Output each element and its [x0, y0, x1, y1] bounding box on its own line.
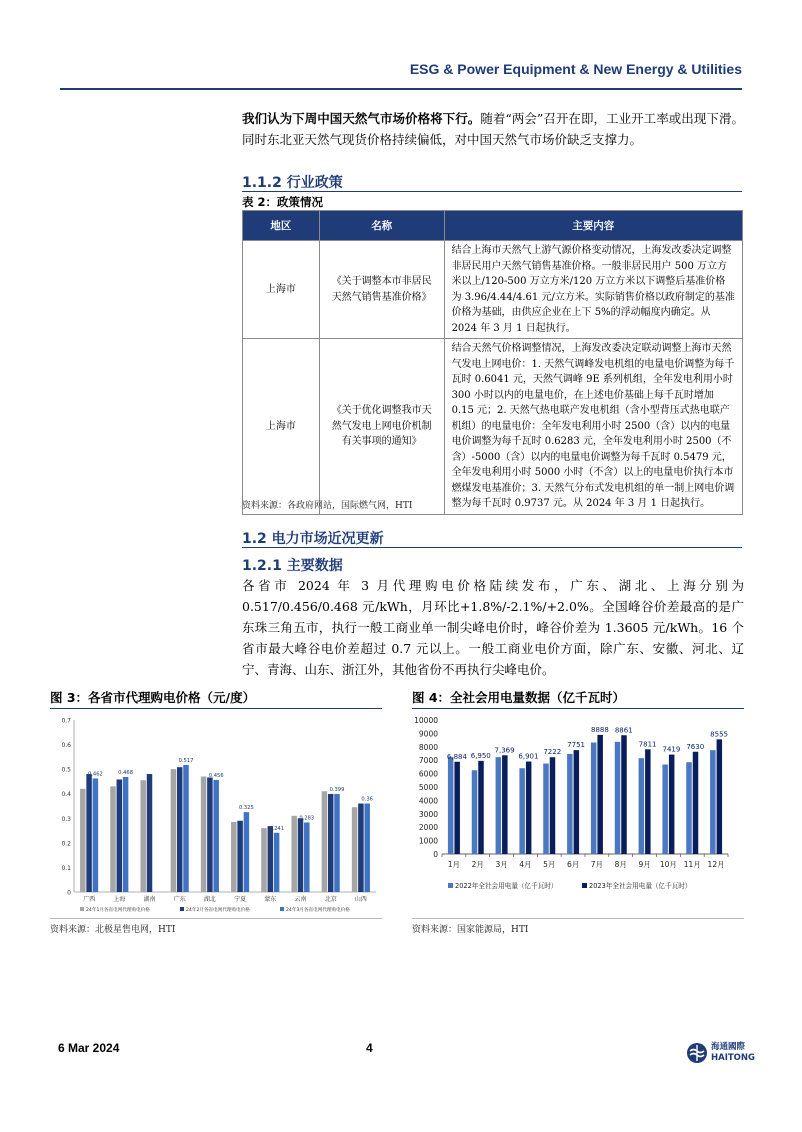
bar-10月-s1	[662, 764, 668, 854]
y-tick-label: 3000	[418, 809, 438, 819]
x-tick-label: 7月	[590, 860, 604, 869]
table-cell-content: 结合上海市天然气上游气源价格变动情况，上海发改委决定调整非居民用户天然气销售基准价格。一般非居民用户 500 万立方米以上/120-500 万立方米/120 万立方米以下调整后基准价格为 3.96/4.44/4.61 元/立方米。实际销售价格以政府制定的基准价格为基础，由供应企业在上下 5%的浮动幅度内确定。从 2024 年 3 月 1 日起执行。	[444, 241, 742, 339]
y-tick-label: 10000	[414, 716, 438, 725]
x-tick-label: 上海	[113, 896, 126, 903]
bar-广东-s2	[177, 767, 183, 892]
bar-蒙东-s2	[268, 826, 274, 892]
bar-4月-s1	[519, 768, 525, 854]
bar-11月-s2	[693, 752, 699, 854]
y-tick-label: 0.3	[61, 815, 71, 823]
figure3-bottom-divider	[50, 918, 382, 919]
legend-label: 24年2月各省电网代理购电价格	[186, 908, 250, 913]
table-row	[243, 241, 743, 339]
data-label: 7630	[686, 742, 705, 751]
bar-湖南-s2	[147, 774, 153, 892]
y-tick-label: 6000	[418, 769, 438, 779]
data-label: 0.462	[87, 771, 103, 778]
x-tick-label: 3月	[495, 860, 508, 869]
x-tick-label: 9月	[638, 860, 651, 869]
table-cell-name: 《关于调整本市非居民天然气销售基准价格》	[319, 241, 444, 339]
legend-label: 24年3月各省电网代理购电价格	[286, 908, 350, 913]
bar-2月-s1	[472, 770, 478, 854]
section-divider	[242, 191, 742, 192]
bar-9月-s2	[645, 749, 651, 854]
x-tick-label: 山西	[354, 896, 367, 903]
report-header-title: ESG & Power Equipment & New Energy & Utilities	[409, 61, 742, 77]
x-tick-label: 10月	[659, 860, 677, 869]
policy-table	[242, 210, 743, 515]
x-tick-label: 12月	[707, 860, 725, 869]
section-title-power-market: 1.2 电力市场近况更新	[242, 531, 384, 547]
bar-上海-s3	[123, 777, 129, 892]
y-tick-label: 0	[433, 850, 438, 859]
figure4-title: 图 4：全社会用电量数据（亿千瓦时）	[412, 690, 626, 705]
bar-1月-s2	[454, 762, 460, 854]
bar-5月-s1	[543, 764, 549, 854]
bar-蒙东-s1	[261, 828, 267, 892]
legend-swatch	[180, 907, 184, 911]
bar-广西-s2	[86, 774, 92, 892]
bar-北京-s3	[334, 794, 340, 892]
bar-7月-s2	[597, 735, 603, 854]
table-cell-region: 上海市	[243, 339, 320, 515]
table-cell-content: 结合天然气价格调整情况，上海发改委决定联动调整上海市天然气发电上网电价：1. 天然气调峰发电机组的电量电价调整为每千瓦时 0.6041 元，天然气调峰 9E 系列机组，全年发电利用小时 300 小时以内的电量电价，在上述电价基础上每千瓦时增加 0.15 元；2. 天然气热电联产发电机组（含小型背压式热电联产机组）的电量电价：全年发电利用小时 2500（含）以内的电量电价调整为每千瓦时 0.6283 元，全年发电利用小时 2500（不含）-5000（含）以内的电量电价调整为每千瓦时 0.5479 元，全年发电利用小时 5000 小时（不含）以上的电量电价执行本市燃煤发电基准价；3. 天然气分布式发电机组的单一制上网电价调整为每千瓦时 0.9737 元。从 2024 年 3 月 1 日起执行。	[444, 339, 742, 515]
table-row	[243, 339, 743, 515]
legend-label: 2022年全社会用电量（亿千瓦时）	[455, 882, 558, 890]
y-tick-label: 0.7	[61, 717, 71, 725]
y-tick-label: 0.5	[61, 766, 71, 774]
figure4-chart	[412, 712, 744, 917]
legend-swatch	[280, 907, 284, 911]
x-tick-label: 11月	[683, 860, 701, 869]
bar-3月-s1	[496, 757, 502, 854]
bar-湖南-s1	[140, 780, 146, 892]
bar-8月-s2	[621, 735, 627, 854]
legend-swatch	[80, 907, 84, 911]
bar-宁夏-s2	[237, 821, 243, 892]
x-tick-label: 5月	[543, 860, 556, 869]
haitong-logo-icon	[686, 1042, 708, 1064]
bar-宁夏-s3	[244, 812, 250, 892]
x-tick-label: 1月	[447, 860, 461, 869]
data-label: 6,901	[518, 752, 539, 761]
bar-宁夏-s1	[231, 822, 237, 892]
y-tick-label: 7000	[418, 756, 438, 766]
table-cell-region: 上海市	[243, 241, 320, 339]
bar-山西-s2	[358, 804, 364, 892]
x-tick-label: 湖北	[203, 896, 216, 903]
x-tick-label: 广西	[83, 896, 96, 903]
data-label: 0.241	[269, 825, 285, 832]
x-tick-label: 北京	[324, 896, 337, 903]
x-tick-label: 4月	[519, 860, 532, 869]
bar-2月-s2	[478, 761, 484, 854]
y-tick-label: 1000	[418, 836, 438, 846]
data-label: 6,950	[470, 751, 491, 760]
bar-云南-s2	[298, 818, 304, 892]
section-title-main-data: 1.2.1 主要数据	[242, 558, 343, 574]
bar-4月-s2	[526, 762, 532, 854]
figure4-source: 资料来源：国家能源局，HTI	[412, 925, 529, 935]
bar-11月-s1	[686, 762, 692, 854]
figure4-divider	[412, 708, 744, 709]
table-source: 资料来源：各政府网站，国际燃气网，HTI	[242, 501, 413, 511]
header-divider	[60, 88, 742, 90]
legend-label: 2023年全社会用电量（亿千瓦时）	[589, 882, 692, 890]
figure3-divider	[50, 708, 382, 709]
x-tick-label: 广东	[173, 896, 186, 903]
logo-cn-text: 海通國際	[711, 1042, 746, 1052]
data-label: 7222	[543, 748, 562, 757]
section-title-policy: 1.1.2 行业政策	[242, 175, 343, 191]
bar-广东-s3	[183, 765, 189, 892]
y-tick-label: 9000	[418, 729, 438, 739]
data-label: 8555	[710, 730, 728, 739]
footer-date: 6 Mar 2024	[58, 1041, 120, 1055]
figure4-bottom-divider	[412, 918, 744, 919]
bar-湖北-s1	[201, 777, 207, 892]
table-header-name: 名称	[319, 211, 444, 241]
intro-text: 随着“两会”召开在即，工业开工率或出现下滑。同时东北亚天然气现货价格持续偏低，对中国天然气市场价缺乏支撑力。	[242, 111, 744, 147]
figure3-source: 资料来源：北极星售电网，HTI	[50, 925, 176, 935]
x-tick-label: 2月	[471, 860, 484, 869]
bar-蒙东-s3	[274, 833, 280, 892]
data-label: 0.468	[118, 770, 134, 777]
data-label: 0.399	[329, 786, 345, 793]
bar-山西-s1	[352, 807, 358, 892]
legend-swatch	[448, 883, 453, 888]
data-label: 0.456	[208, 772, 224, 779]
y-tick-label: 0.4	[61, 791, 71, 799]
bar-北京-s2	[328, 794, 334, 892]
data-label: 8888	[591, 725, 609, 734]
bar-9月-s1	[639, 758, 645, 854]
data-label: 0.517	[178, 757, 194, 764]
bar-7月-s1	[591, 743, 597, 854]
bar-上海-s2	[117, 779, 123, 892]
bar-8月-s1	[615, 742, 621, 854]
x-tick-label: 8月	[614, 860, 627, 869]
bar-广西-s3	[93, 778, 99, 892]
bar-5月-s2	[550, 757, 556, 854]
data-label: 0.325	[238, 805, 254, 812]
y-tick-label: 0.6	[61, 742, 71, 750]
x-tick-label: 蒙东	[264, 896, 277, 903]
main-data-paragraph: 各省市 2024 年 3 月代理购电价格陆续发布，广东、湖北、上海分别为 0.517/0.456/0.468 元/kWh，月环比+1.8%/-2.1%/+2.0%。全国峰谷价差最高的是广东珠三角五市，执行一般工商业单一制尖峰电价时，峰谷价差为 1.3605 元/kWh。16 个省市最大峰谷电价差超过 0.7 元以上。一般工商业电价方面，除广东、安徽、河北、辽宁、青海、山东、浙江外，其他省份不再执行尖峰电价。	[242, 578, 744, 677]
bar-云南-s1	[291, 816, 297, 892]
x-tick-label: 云南	[294, 896, 307, 903]
bar-上海-s1	[110, 786, 116, 892]
intro-paragraph	[242, 108, 744, 150]
x-tick-label: 宁夏	[234, 896, 247, 903]
haitong-logo	[686, 1040, 755, 1066]
data-label: 0.283	[299, 815, 315, 822]
bar-云南-s3	[304, 822, 310, 892]
table-title: 表 2：政策情况	[242, 195, 324, 209]
bar-北京-s1	[322, 791, 328, 892]
bar-12月-s2	[717, 739, 723, 854]
bar-1月-s1	[448, 757, 454, 854]
y-tick-label: 8000	[418, 742, 438, 752]
bar-6月-s1	[567, 754, 573, 854]
data-label: 7751	[567, 741, 585, 750]
y-tick-label: 0.2	[61, 840, 71, 848]
data-label: 8861	[614, 726, 633, 735]
bar-湖北-s2	[207, 777, 213, 892]
y-tick-label: 0	[67, 889, 71, 897]
bar-10月-s2	[669, 755, 675, 854]
bar-6月-s2	[574, 750, 580, 854]
figure3-title: 图 3：各省市代理购电价格（元/度）	[50, 690, 256, 705]
section-divider	[242, 547, 742, 548]
bar-广东-s1	[171, 769, 177, 892]
data-label: 7419	[662, 745, 681, 754]
y-tick-label: 4000	[418, 796, 438, 806]
legend-label: 24年1月各省电网代理购电价格	[86, 908, 150, 913]
data-label: 7,369	[494, 746, 515, 755]
y-tick-label: 5000	[418, 783, 438, 792]
bar-山西-s3	[364, 804, 370, 892]
logo-en-text: HAITONG	[711, 1053, 755, 1063]
data-label: 6,884	[446, 752, 467, 761]
legend-swatch	[582, 883, 587, 888]
y-tick-label: 2000	[418, 823, 438, 833]
bar-湖北-s3	[213, 780, 219, 892]
intro-bold-text: 我们认为下周中国天然气市场价格将下行。	[242, 111, 481, 126]
table-header-region: 地区	[243, 211, 320, 241]
bar-12月-s1	[710, 750, 716, 854]
x-tick-label: 6月	[566, 860, 580, 869]
x-tick-label: 湖南	[143, 896, 156, 903]
bar-3月-s2	[502, 755, 508, 854]
table-header-content: 主要内容	[444, 211, 742, 241]
figure3-chart	[50, 712, 382, 917]
table-cell-name: 《关于优化调整我市天然气发电上网电价机制有关事项的通知》	[319, 339, 444, 515]
data-label: 0.36	[361, 796, 373, 803]
y-tick-label: 0.1	[61, 864, 71, 872]
footer-page-number: 4	[366, 1041, 373, 1055]
data-label: 7811	[638, 740, 657, 749]
bar-广西-s1	[80, 789, 86, 892]
